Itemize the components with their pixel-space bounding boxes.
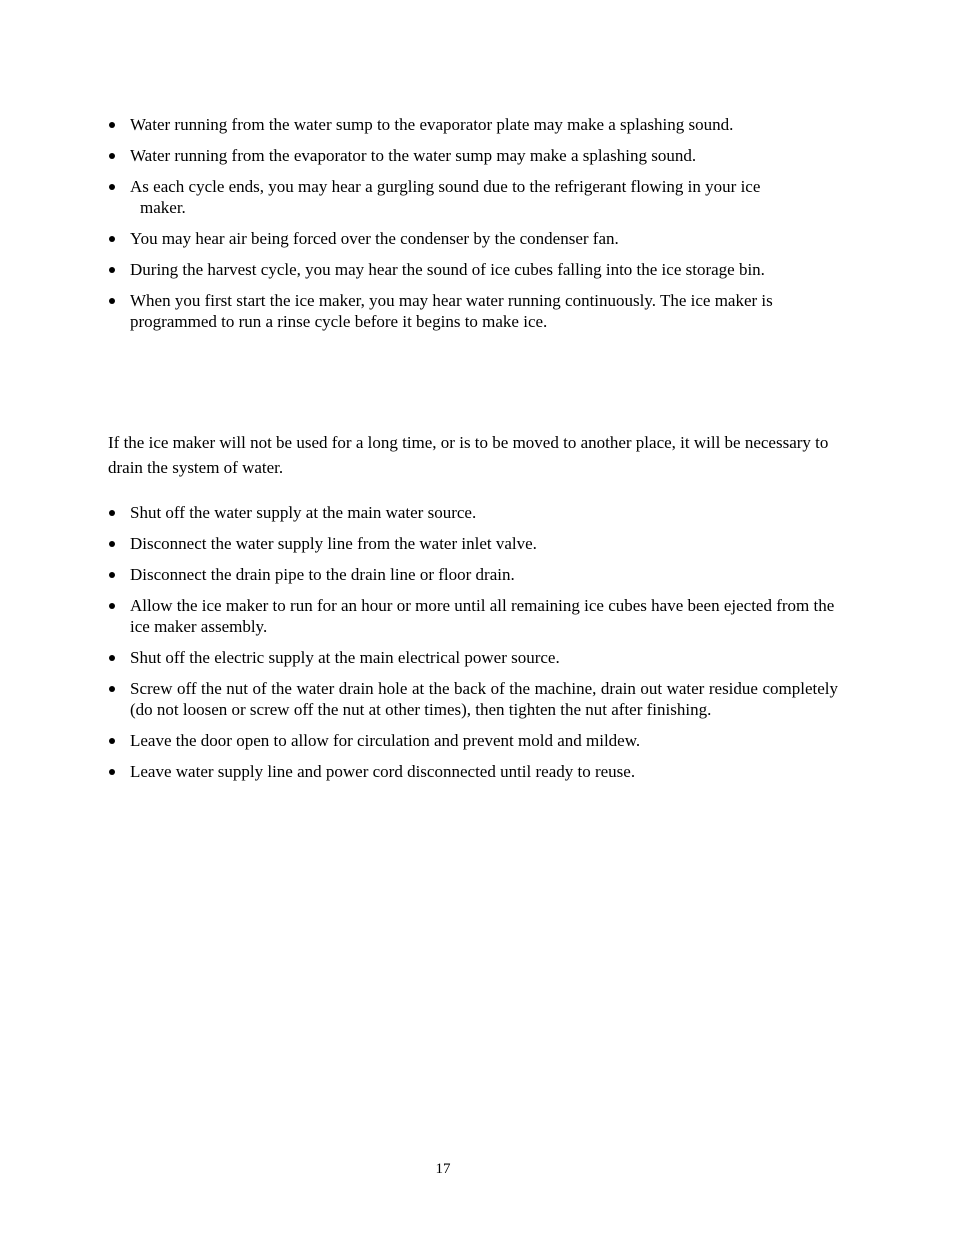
list-item-continuation: maker. xyxy=(140,198,186,217)
list-item xyxy=(108,145,838,166)
bullet-icon xyxy=(109,541,115,547)
list-item xyxy=(108,176,838,218)
bullet-icon xyxy=(109,298,115,304)
list-item xyxy=(108,564,838,585)
bullet-icon xyxy=(109,510,115,516)
bullet-icon xyxy=(109,122,115,128)
list-item-text: As each cycle ends, you may hear a gurgling sound due to the refrigerant flowing in your ice xyxy=(130,177,761,196)
list-item xyxy=(108,259,838,280)
list-item xyxy=(108,647,838,668)
bullet-icon xyxy=(109,572,115,578)
bullet-icon xyxy=(109,738,115,744)
bullet-icon xyxy=(109,603,115,609)
list-item-text: Water running from the water sump to the evaporator plate may make a splashing sound. xyxy=(130,115,734,134)
list-item xyxy=(108,761,838,782)
list-item-text: Leave water supply line and power cord disconnected until ready to reuse. xyxy=(130,762,636,781)
list-item-text: Leave the door open to allow for circulation and prevent mold and mildew. xyxy=(130,731,641,750)
list-item-text: When you first start the ice maker, you may hear water running continuously. The ice maker is programmed to run a rinse cycle before it begins to make ice. xyxy=(130,291,773,331)
list-item xyxy=(108,228,838,249)
drain-intro-paragraph: If the ice maker will not be used for a long time, or is to be moved to another place, it will be necessary to drain the system of water. xyxy=(108,433,829,477)
list-item-text: During the harvest cycle, you may hear the sound of ice cubes falling into the ice storage bin. xyxy=(130,260,765,279)
list-item-text: Shut off the electric supply at the main electrical power source. xyxy=(130,648,560,667)
normal-sounds-list xyxy=(108,114,838,342)
list-item-text: You may hear air being forced over the condenser by the condenser fan. xyxy=(130,229,619,248)
list-item xyxy=(108,730,838,751)
bullet-icon xyxy=(109,184,115,190)
bullet-icon xyxy=(109,267,115,273)
list-item-text: Disconnect the water supply line from the water inlet valve. xyxy=(130,534,537,553)
page-number: 17 xyxy=(435,1161,451,1177)
list-item-text: Shut off the water supply at the main water source. xyxy=(130,503,477,522)
list-item xyxy=(108,533,838,554)
list-item xyxy=(108,502,838,523)
list-item-text: Allow the ice maker to run for an hour or more until all remaining ice cubes have been ejected from the ice maker assembly. xyxy=(130,596,835,636)
list-item-text: Screw off the nut of the water drain hole at the back of the machine, drain out water residue completely (do not loosen or screw off the nut at other times), then tighten the nut after finishing. xyxy=(130,679,838,719)
list-item xyxy=(108,290,838,332)
list-item xyxy=(108,114,838,135)
bullet-icon xyxy=(109,769,115,775)
list-item xyxy=(108,678,838,720)
bullet-icon xyxy=(109,655,115,661)
list-item-text: Disconnect the drain pipe to the drain line or floor drain. xyxy=(130,565,515,584)
list-item-text: Water running from the evaporator to the water sump may make a splashing sound. xyxy=(130,146,697,165)
list-item xyxy=(108,595,838,637)
bullet-icon xyxy=(109,153,115,159)
bullet-icon xyxy=(109,236,115,242)
drain-steps-list xyxy=(108,502,838,792)
bullet-icon xyxy=(109,686,115,692)
